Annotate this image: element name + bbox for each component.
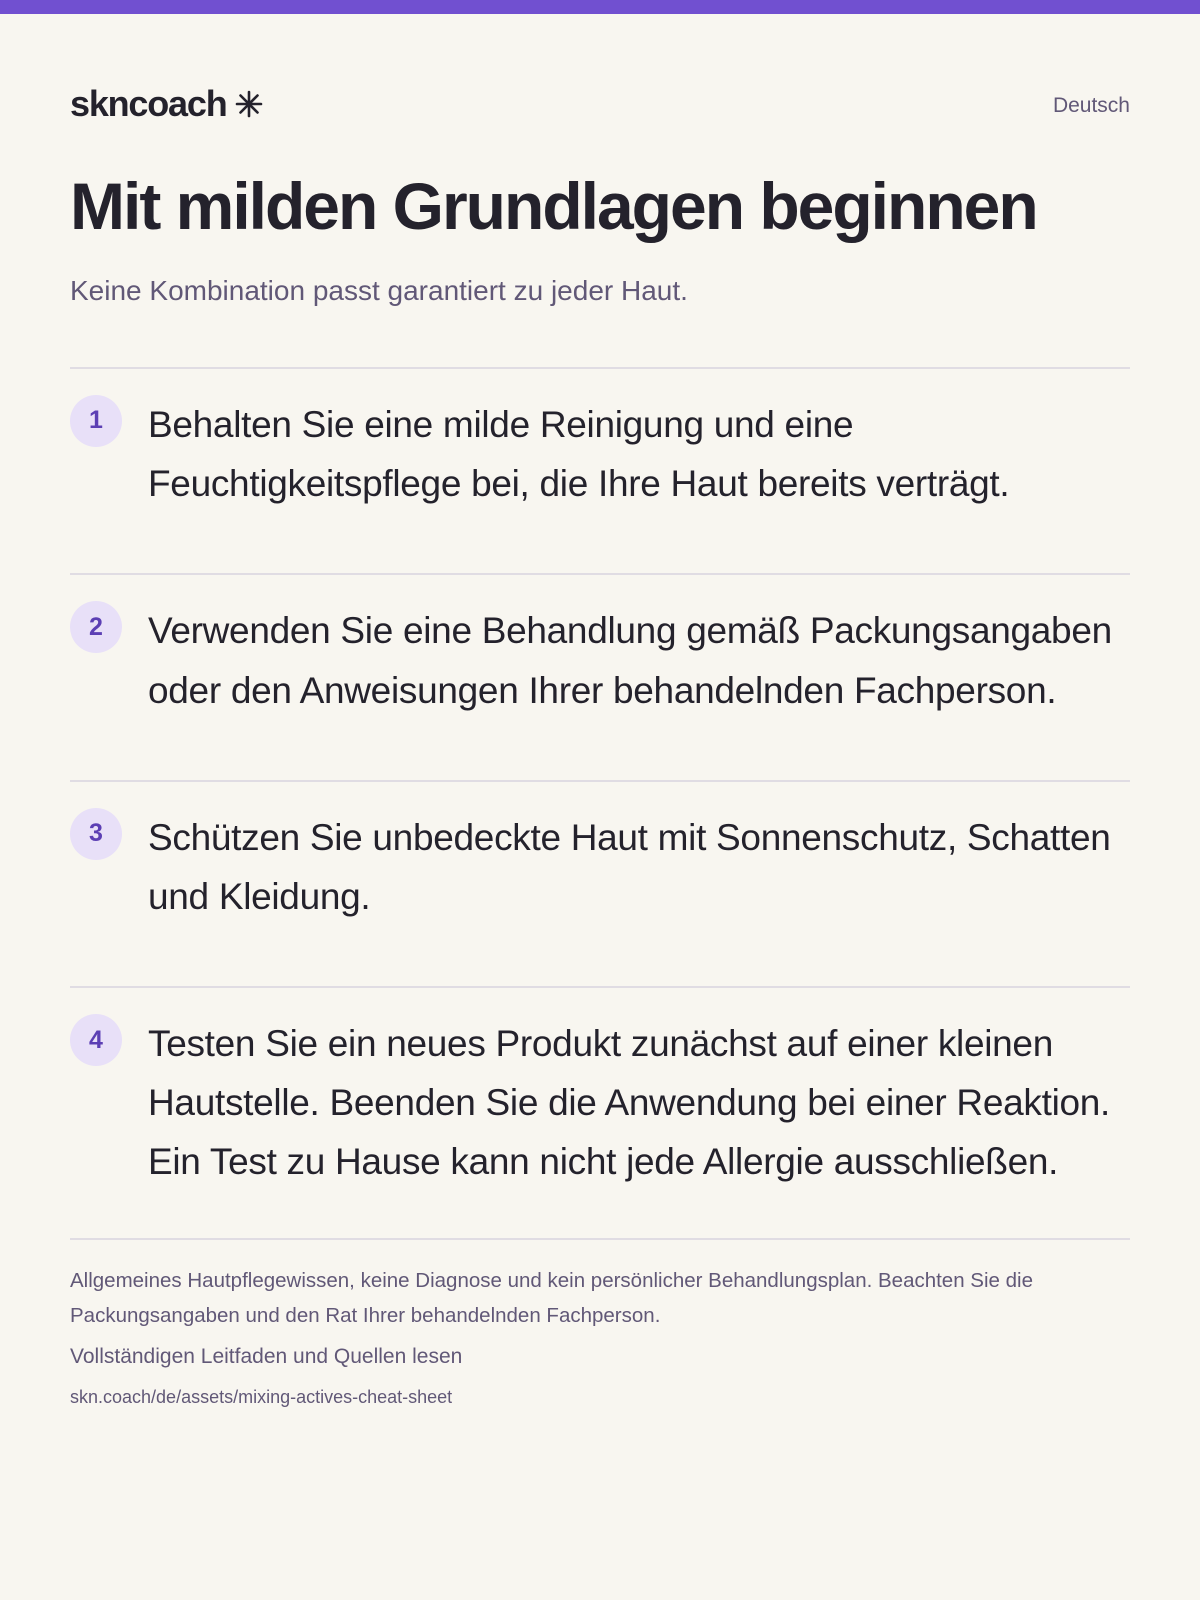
asterisk-icon xyxy=(234,89,264,119)
disclaimer-text: Allgemeines Hautpflegewissen, keine Diagnose und kein persönlicher Behandlungsplan. Beachten Sie die Packungsangaben und den Rat Ihrer behandelnden Fachperson. xyxy=(70,1268,1033,1327)
step-item xyxy=(70,782,1130,988)
step-text: Testen Sie ein neues Produkt zunächst auf einer kleinen Hautstelle. Beenden Sie die Anwendung bei einer Reaktion. Ein Test zu Hause kann nicht jede Allergie ausschließen. xyxy=(148,1023,1111,1183)
page-subtitle: Keine Kombination passt garantiert zu jeder Haut. xyxy=(70,274,688,306)
step-number-badge: 2 xyxy=(70,601,122,653)
source-url: skn.coach/de/assets/mixing-actives-cheat-sheet xyxy=(70,1387,453,1408)
step-number-badge: 3 xyxy=(70,808,122,860)
step-number-badge: 1 xyxy=(70,395,122,447)
step-text: Schützen Sie unbedeckte Haut mit Sonnenschutz, Schatten und Kleidung. xyxy=(148,816,1111,917)
footer xyxy=(70,1264,1130,1409)
step-item xyxy=(70,988,1130,1240)
header xyxy=(70,14,1130,126)
language-link[interactable]: Deutsch xyxy=(1052,94,1130,117)
step-number-badge: 4 xyxy=(70,1014,122,1066)
top-accent-bar xyxy=(0,0,1200,14)
step-text: Behalten Sie eine milde Reinigung und eine Feuchtigkeitspflege bei, die Ihre Haut bereits verträgt. xyxy=(148,403,1010,505)
page-title: Mit milden Grundlagen beginnen xyxy=(70,169,1037,243)
steps-list xyxy=(70,367,1130,1240)
step-text: Verwenden Sie eine Behandlung gemäß Packungsangaben oder den Anweisungen Ihrer behandelnden Fachperson. xyxy=(148,610,1112,711)
step-item xyxy=(70,575,1130,781)
full-guide-link[interactable]: Vollständigen Leitfaden und Quellen lesen xyxy=(70,1345,463,1369)
step-item xyxy=(70,369,1130,575)
brand-name: skncoach xyxy=(70,83,227,124)
brand-logo[interactable] xyxy=(70,83,264,124)
page xyxy=(70,14,1130,1408)
